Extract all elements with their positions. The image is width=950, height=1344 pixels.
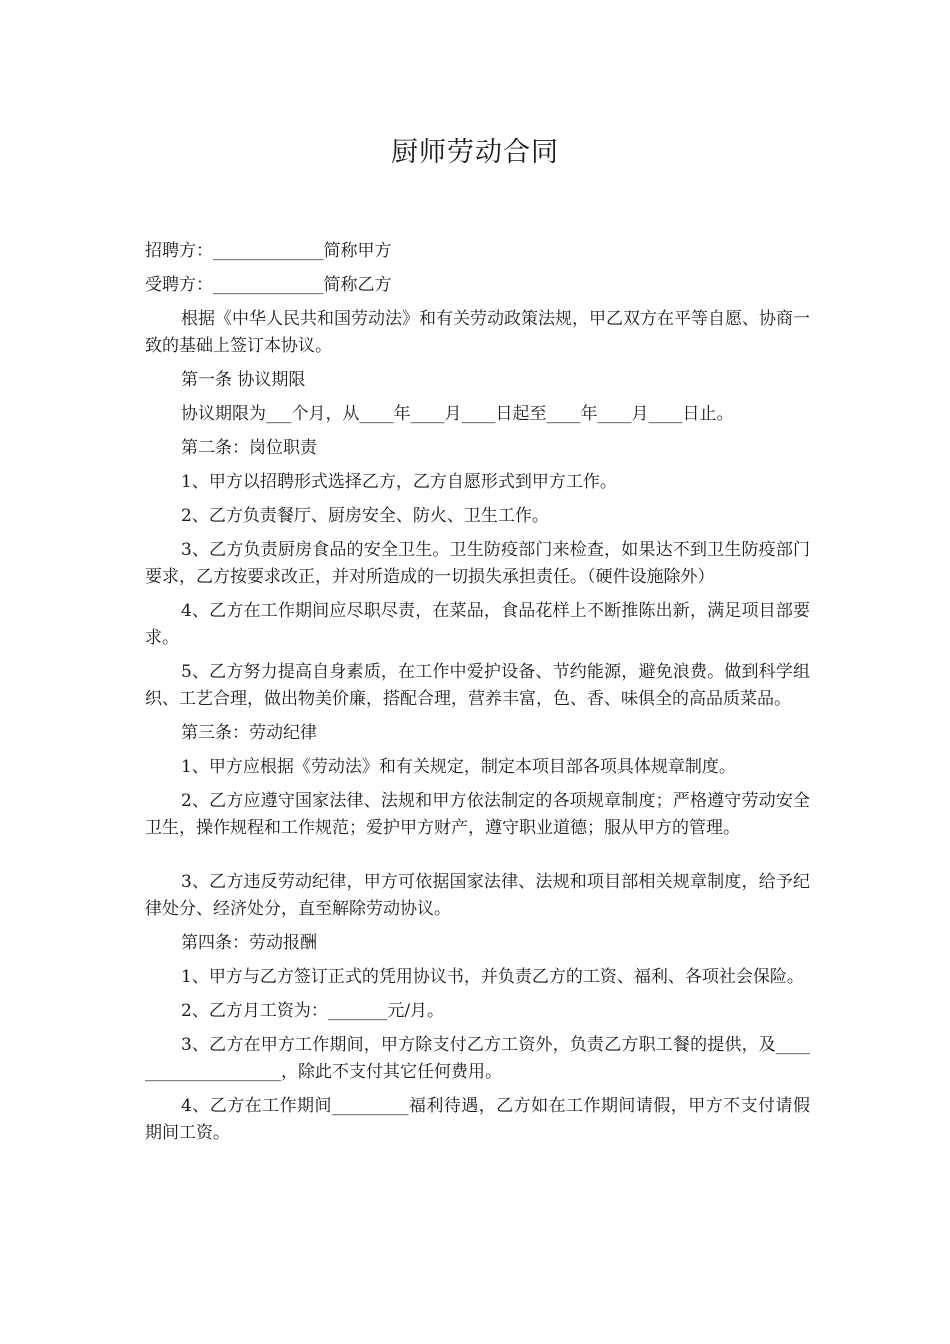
article-2-item-4: 4、乙方在工作期间应尽职尽责，在菜品，食品花样上不断推陈出新，满足项目部要求。 (145, 601, 810, 648)
preamble-paragraph: 根据《中华人民共和国劳动法》和有关劳动政策法规，甲乙双方在平等自愿、协商一致的基础上签订本协议。 (145, 309, 810, 356)
article-4-item-2: 2、乙方月工资为：_______元/月。 (181, 1001, 445, 1021)
article-2-item-1: 1、甲方以招聘形式选择乙方，乙方自愿形式到甲方工作。 (181, 472, 617, 492)
article-1-heading: 第一条 协议期限 (181, 370, 306, 390)
article-2-item-5: 5、乙方努力提高自身素质，在工作中爱护设备、节约能源，避免浪费。做到科学组织、工艺合理，做出物美价廉，搭配合理，营养丰富，色、香、味俱全的高品质菜品。 (145, 662, 810, 709)
document-title: 厨师劳动合同 (391, 137, 559, 168)
article-2-item-3: 3、乙方负责厨房食品的安全卫生。卫生防疫部门来检查，如果达不到卫生防疫部门要求，乙方按要求改正，并对所造成的一切损失承担责任。（硬件设施除外） (145, 540, 810, 587)
article-4-item-3: 3、乙方在甲方工作期间，甲方除支付乙方工资外，负责乙方职工餐的提供，及____________________，除此不支付其它任何费用。 (145, 1035, 810, 1082)
article-2-heading: 第二条：岗位职责 (181, 438, 317, 458)
article-1-term: 协议期限为___个月，从____年____月____日起至____年____月____日止。 (181, 404, 734, 424)
article-2-item-2: 2、乙方负责餐厅、厨房安全、防火、卫生工作。 (181, 506, 549, 526)
document-body (145, 238, 810, 1147)
article-4-item-1: 1、甲方与乙方签订正式的凭用协议书，并负责乙方的工资、福利、各项社会保险。 (181, 967, 804, 987)
article-4-item-4: 4、乙方在工作期间_________福利待遇，乙方如在工作期间请假，甲方不支付请假期间工资。 (145, 1096, 810, 1143)
employer-line: 招聘方：_____________简称甲方 (145, 241, 392, 261)
article-3-item-2: 2、乙方应遵守国家法律、法规和甲方依法制定的各项规章制度；严格遵守劳动安全卫生，操作规程和工作规范；爱护甲方财产，遵守职业道德；服从甲方的管理。 (145, 791, 810, 838)
article-3-heading: 第三条：劳动纪律 (181, 723, 317, 743)
article-3-item-3: 3、乙方违反劳动纪律，甲方可依据国家法律、法规和项目部相关规章制度，给予纪律处分、经济处分，直至解除劳动协议。 (145, 872, 810, 919)
employee-line: 受聘方：_____________简称乙方 (145, 275, 392, 295)
article-4-heading: 第四条：劳动报酬 (181, 933, 317, 953)
article-3-item-1: 1、甲方应根据《劳动法》和有关规定，制定本项目部各项具体规章制度。 (181, 757, 736, 777)
